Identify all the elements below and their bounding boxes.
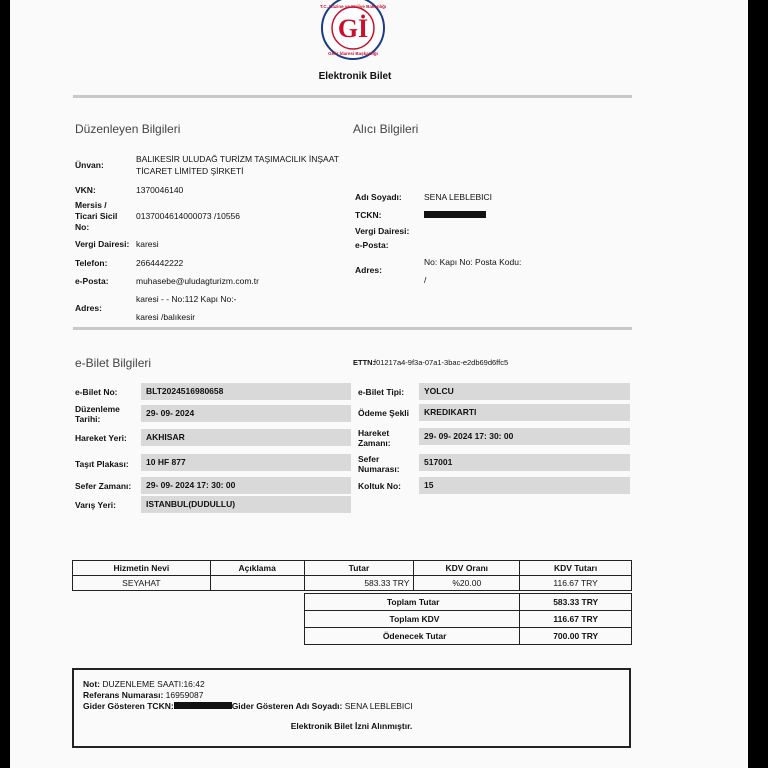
- logo-ring-bottom: Gelir İdaresi Başkanlığı: [328, 51, 378, 56]
- koltuk-value: 15: [419, 477, 630, 494]
- gider-line: [83, 701, 413, 711]
- logo-ring-top: T.C. Hazine ve Maliye Bakanlığı: [320, 4, 386, 9]
- ref-label: Referans Numarası:: [83, 690, 164, 700]
- gider-tckn-label: Gider Gösteren TCKN:: [83, 701, 174, 711]
- total-row: [305, 628, 632, 645]
- adres-label: Adres:: [75, 303, 102, 313]
- row-hizmet: SEYAHAT: [73, 576, 211, 591]
- ettn-value: f01217a4-9f3a-07a1-3bac-e2db69d6ffc5: [374, 358, 509, 367]
- buyer-adres-label: Adres:: [355, 265, 382, 275]
- gider-tckn-redaction: [174, 702, 232, 709]
- top-divider: [73, 95, 632, 98]
- vkn-value: 1370046140: [136, 185, 184, 195]
- not-line: [83, 679, 205, 689]
- sefer-no-label-2: Numarası:: [358, 464, 400, 474]
- total-value: 116.67 TRY: [520, 611, 632, 628]
- telefon-value: 2664442222: [136, 258, 184, 268]
- row-aciklama: [210, 576, 304, 591]
- duzenleme-value: 29- 09- 2024: [141, 405, 351, 422]
- tasit-value: 10 HF 877: [141, 454, 351, 471]
- hareket-zamani-label-1: Hareket: [358, 428, 390, 438]
- izin-text: Elektronik Bilet İzni Alınmıştır.: [290, 721, 413, 731]
- total-row: [305, 594, 632, 611]
- gib-logo: [320, 0, 386, 60]
- eposta-value: muhasebe@uludagturizm.com.tr: [136, 276, 259, 286]
- adres-line1: karesi - - No:112 Kapı No:-: [136, 294, 237, 304]
- note-box: [72, 668, 631, 748]
- duzenleme-label-2: Tarihi:: [75, 414, 101, 424]
- hareket-zamani-value: 29- 09- 2024 17: 30: 00: [419, 428, 630, 445]
- ettn-label: ETTN:: [353, 358, 376, 367]
- buyer-ad-soyad-label: Adı Soyadı:: [355, 192, 402, 202]
- mersis-label-2: Ticari Sicil: [75, 211, 118, 221]
- bilet-tipi-label: e-Bilet Tipi:: [358, 387, 405, 397]
- total-value: 583.33 TRY: [520, 594, 632, 611]
- header-kdv-tutari: KDV Tutarı: [520, 561, 632, 576]
- vkn-label: VKN:: [75, 185, 96, 195]
- buyer-vergi-dairesi-label: Vergi Dairesi:: [355, 226, 410, 236]
- ebilet-title: e-Bilet Bilgileri: [75, 356, 152, 370]
- bilet-tipi-value: YOLCU: [419, 383, 630, 400]
- koltuk-label: Koltuk No:: [358, 481, 401, 491]
- row-tutar: 583.33 TRY: [304, 576, 414, 591]
- not-label: Not:: [83, 679, 100, 689]
- unvan-label: Ünvan:: [75, 160, 104, 170]
- sefer-zamani-value: 29- 09- 2024 17: 30: 00: [141, 477, 351, 494]
- issuer-title: Düzenleyen Bilgileri: [75, 122, 181, 136]
- services-header-row: [73, 561, 632, 576]
- gider-ad-value: SENA LEBLEBICI: [342, 701, 413, 711]
- ebilet-no-value: BLT2024516980658: [141, 383, 351, 400]
- unvan-line2: TİCARET LİMİTED ŞİRKETİ: [136, 166, 244, 176]
- unvan-line1: BALIKESİR ULUDAĞ TURİZM TAŞIMACILIK İNŞAAT: [136, 154, 339, 164]
- ref-value: 16959087: [163, 690, 204, 700]
- hareket-yeri-label: Hareket Yeri:: [75, 433, 127, 443]
- buyer-ad-soyad-value: SENA LEBLEBICI: [424, 192, 493, 202]
- hareket-yeri-value: AKHISAR: [141, 429, 351, 446]
- document-title: Elektronik Bilet: [318, 71, 392, 82]
- buyer-tckn-label: TCKN:: [355, 210, 382, 220]
- sefer-no-label-1: Sefer: [358, 454, 380, 464]
- eposta-label: e-Posta:: [75, 276, 109, 286]
- sefer-no-value: 517001: [419, 454, 630, 471]
- totals-table: [304, 593, 632, 645]
- header-aciklama: Açıklama: [210, 561, 304, 576]
- odeme-label: Ödeme Şekli: [358, 408, 410, 418]
- sefer-zamani-label: Sefer Zamanı:: [75, 481, 132, 491]
- varis-label: Varış Yeri:: [75, 500, 116, 510]
- tckn-redaction: [424, 211, 486, 218]
- header-kdv-orani: KDV Oranı: [414, 561, 520, 576]
- adres-line2: karesi /balıkesir: [136, 312, 196, 322]
- total-row: [305, 611, 632, 628]
- tasit-label: Taşıt Plakası:: [75, 459, 129, 469]
- buyer-adres-line1: No: Kapı No: Posta Kodu:: [424, 257, 522, 267]
- buyer-adres-line2: /: [424, 275, 427, 285]
- table-row: [73, 576, 632, 591]
- mersis-label-1: Mersis /: [75, 200, 107, 210]
- header-tutar: Tutar: [304, 561, 414, 576]
- hareket-zamani-label-2: Zamanı:: [358, 438, 391, 448]
- total-label: Toplam Tutar: [305, 594, 520, 611]
- buyer-eposta-label: e-Posta:: [355, 240, 389, 250]
- row-kdv-tutari: 116.67 TRY: [520, 576, 632, 591]
- header-hizmet: Hizmetin Nevi: [73, 561, 211, 576]
- vergi-dairesi-label: Vergi Dairesi:: [75, 239, 130, 249]
- row-kdv-orani: %20.00: [414, 576, 520, 591]
- total-label: Toplam KDV: [305, 611, 520, 628]
- services-table: [72, 560, 632, 591]
- document-page: [10, 0, 748, 768]
- duzenleme-label-1: Düzenleme: [75, 404, 120, 414]
- varis-value: ISTANBUL(DUDULLU): [141, 496, 351, 513]
- buyer-title: Alıcı Bilgileri: [353, 122, 419, 136]
- vergi-dairesi-value: karesi: [136, 239, 159, 249]
- total-value: 700.00 TRY: [520, 628, 632, 645]
- ebilet-no-label: e-Bilet No:: [75, 387, 118, 397]
- total-label: Ödenecek Tutar: [305, 628, 520, 645]
- mersis-value: 0137004614000073 /10556: [136, 211, 240, 221]
- ref-line: [83, 690, 204, 700]
- logo-letters: Gİ: [337, 14, 369, 43]
- mid-divider: [73, 327, 632, 330]
- not-value: DUZENLEME SAATI:16:42: [100, 679, 205, 689]
- mersis-label-3: No:: [75, 222, 90, 232]
- telefon-label: Telefon:: [75, 258, 108, 268]
- gider-ad-label: Gider Gösteren Adı Soyadı:: [231, 701, 343, 711]
- odeme-value: KREDIKARTI: [419, 404, 630, 421]
